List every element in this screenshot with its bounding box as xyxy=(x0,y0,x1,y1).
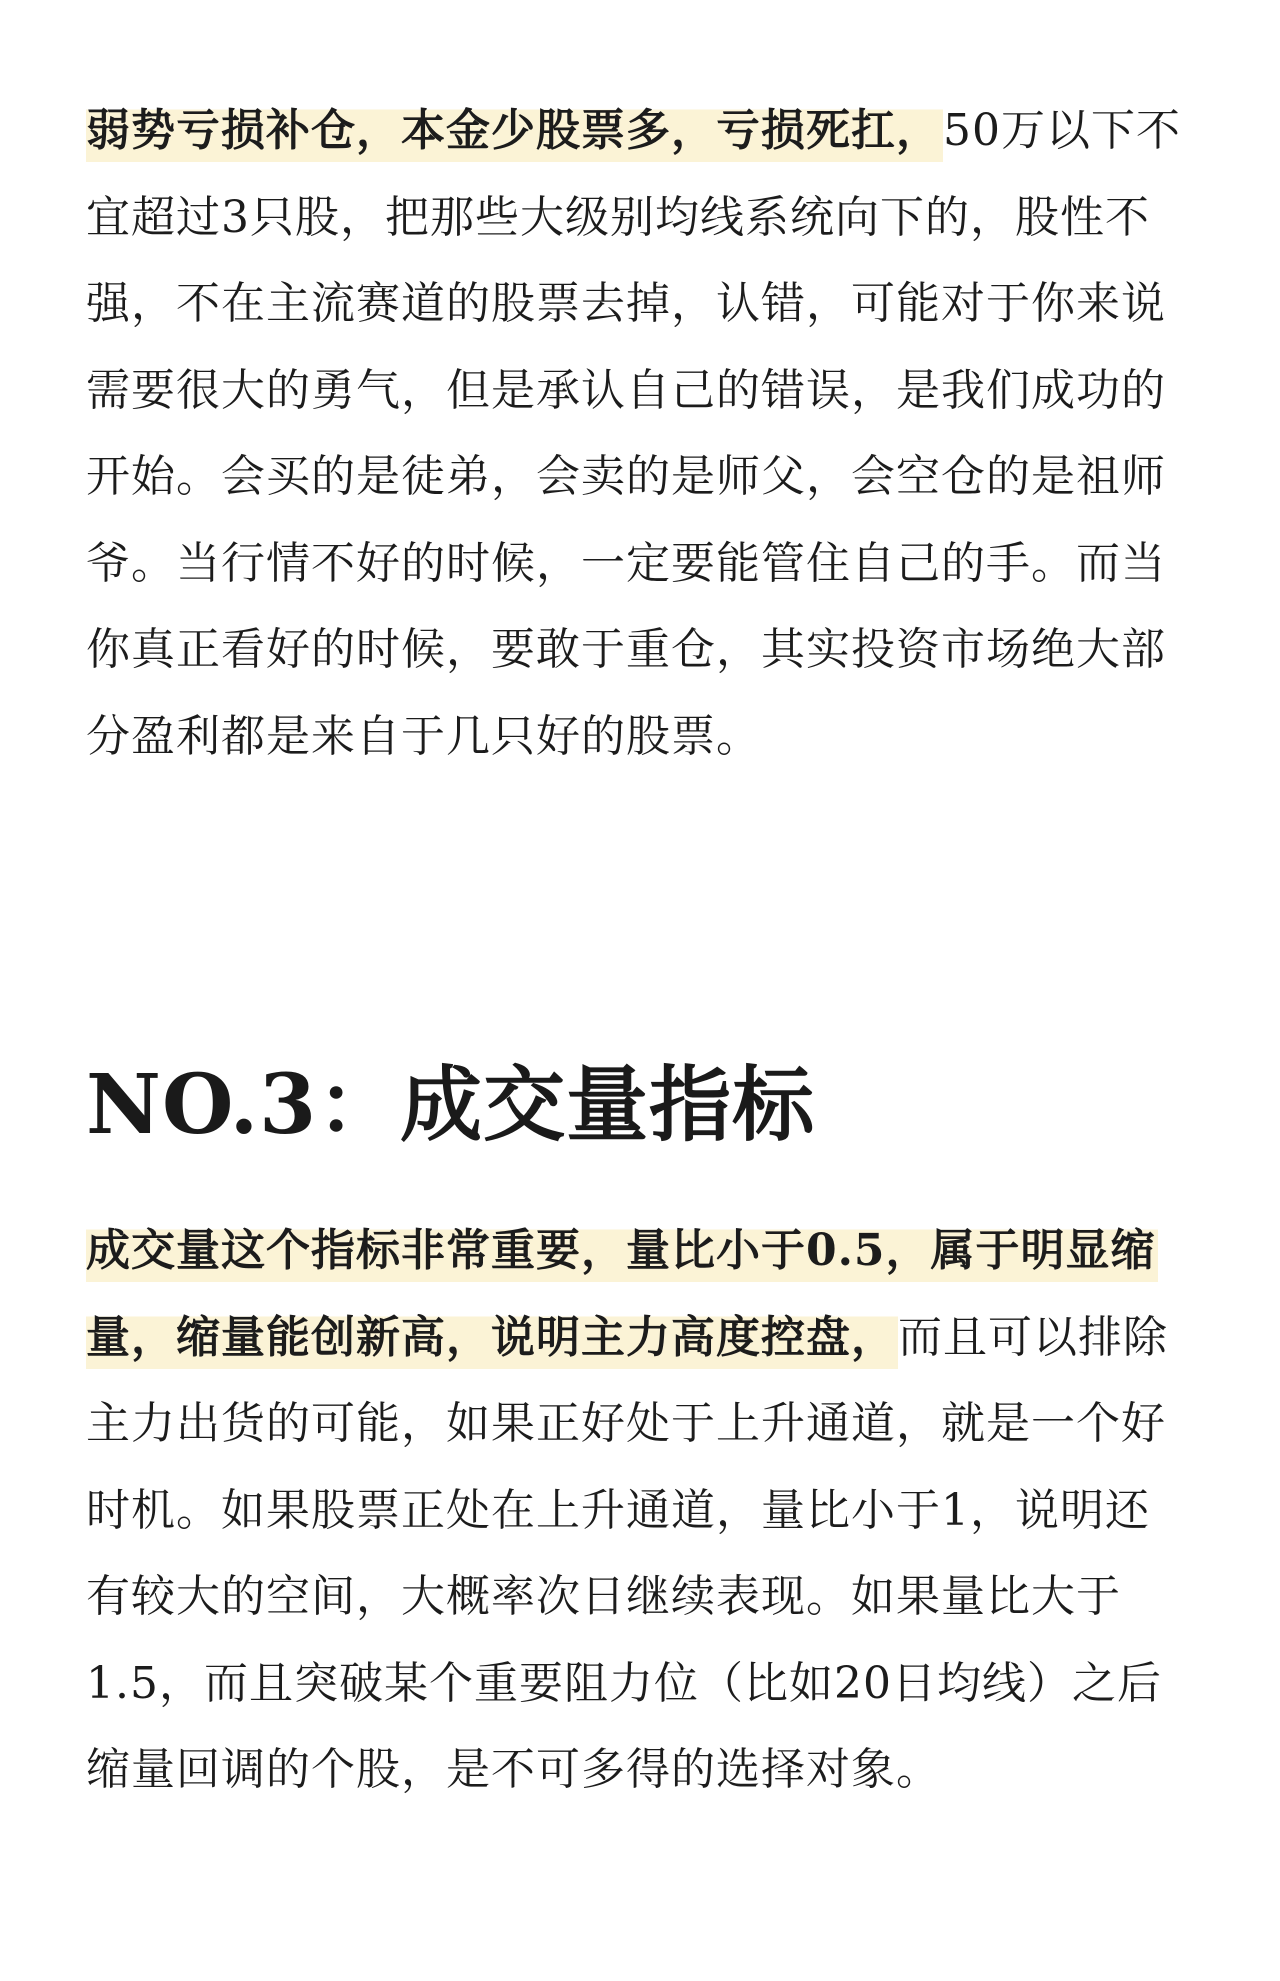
highlighted-text: 弱势亏损补仓，本金少股票多，亏损死扛， xyxy=(86,101,943,162)
paragraph-volume-indicator xyxy=(86,1208,1186,1814)
paragraph-body: 而且可以排除主力出货的可能，如果正好处于上升通道，就是一个好时机。如果股票正处在上升通道，量比小于1，说明还有较大的空间，大概率次日继续表现。如果量比大于1.5，而且突破某个重要阻力位（比如20日均线）之后缩量回调的个股，是不可多得的选择对象。 xyxy=(86,1311,1168,1795)
highlighted-text: 成交量这个指标非常重要，量比小于0.5，属于明显缩量，缩量能创新高，说明主力高度控盘， xyxy=(86,1221,1158,1369)
paragraph-position-management xyxy=(86,88,1186,780)
paragraph-body: 50万以下不宜超过3只股，把那些大级别均线系统向下的，股性不强，不在主流赛道的股票去掉，认错，可能对于你来说需要很大的勇气，但是承认自己的错误，是我们成功的开始。会买的是徒弟，会卖的是师父，会空仓的是祖师爷。当行情不好的时候，一定要能管住自己的手。而当你真正看好的时候，要敢于重仓，其实投资市场绝大部分盈利都是来自于几只好的股票。 xyxy=(86,105,1181,762)
section-heading: NO.3：成交量指标 xyxy=(86,1057,816,1153)
